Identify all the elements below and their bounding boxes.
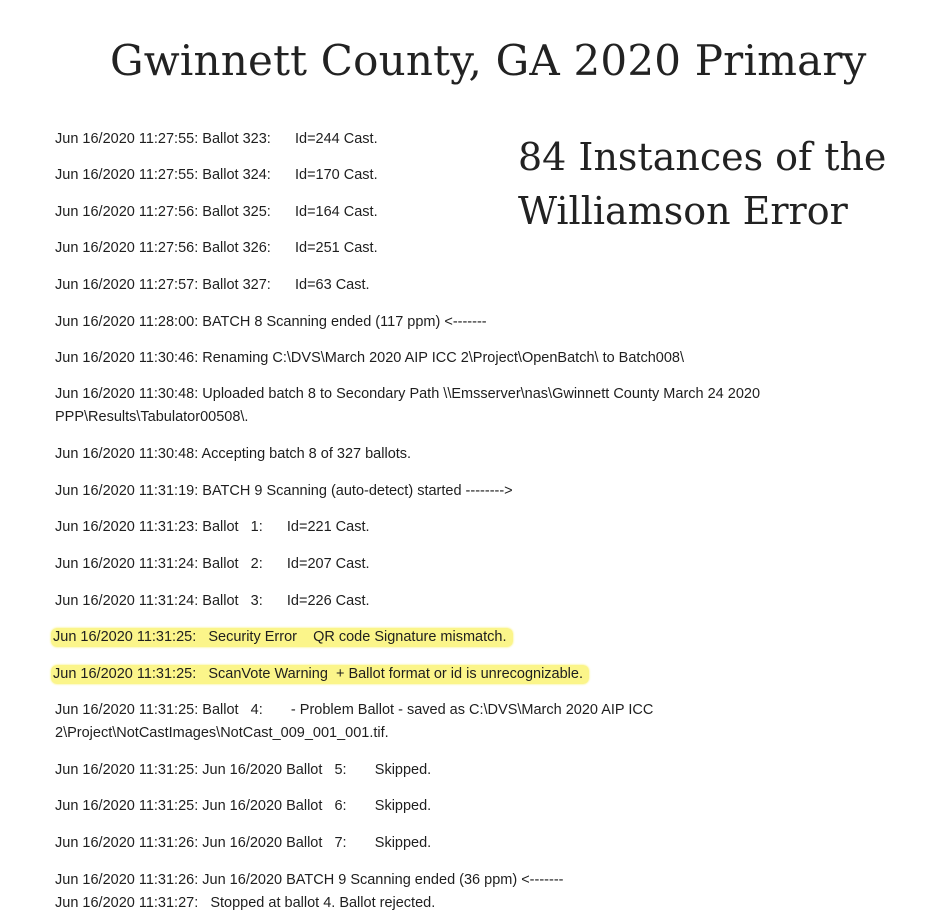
log-timestamp: Jun 16/2020 11:30:48:: [55, 446, 199, 462]
log-timestamp: Jun 16/2020 11:31:24:: [55, 593, 199, 609]
log-timestamp: Jun 16/2020 11:31:19:: [55, 483, 199, 499]
log-entry: [55, 274, 370, 296]
log-timestamp: Jun 16/2020 11:31:24:: [55, 556, 199, 572]
log-timestamp: Jun 16/2020 11:27:56:: [55, 204, 199, 220]
log-message: ScanVote Warning + Ballot format or id is unrecognizable.: [196, 666, 583, 682]
log-timestamp: Jun 16/2020 11:31:25:: [55, 762, 199, 778]
log-entry: [55, 869, 563, 891]
log-message: Ballot 3: Id=226 Cast.: [198, 593, 370, 609]
log-timestamp: Jun 16/2020 11:31:25:: [55, 798, 199, 814]
log-message: Jun 16/2020 Ballot 6: Skipped.: [198, 798, 432, 814]
log-message: Ballot 325: Id=164 Cast.: [198, 204, 378, 220]
log-timestamp: Jun 16/2020 11:30:48:: [55, 386, 199, 402]
log-message: Security Error QR code Signature mismatch.: [196, 629, 507, 645]
callout-line-1: 84 Instances of the: [518, 135, 887, 179]
highlight-marker: [51, 628, 513, 647]
page-title: Gwinnett County, GA 2020 Primary: [110, 36, 867, 85]
log-entry: [55, 480, 513, 502]
highlight-marker: [51, 665, 589, 684]
log-entry: [55, 347, 684, 369]
callout-line-2: Williamson Error: [518, 189, 848, 233]
log-timestamp: Jun 16/2020 11:31:26:: [55, 872, 199, 888]
log-message: Jun 16/2020 Ballot 5: Skipped.: [198, 762, 432, 778]
log-entry: [55, 516, 370, 538]
log-timestamp: Jun 16/2020 11:31:25:: [55, 702, 199, 718]
log-entry: [55, 164, 378, 186]
log-message: Uploaded batch 8 to Secondary Path \\Emsserver\nas\Gwinnett County March 24 2020 PPP\Results\Tabulator00508\.: [55, 386, 765, 425]
log-entry: [55, 383, 815, 429]
log-timestamp: Jun 16/2020 11:27:57:: [55, 277, 199, 293]
log-entry: [55, 832, 431, 854]
log-timestamp: Jun 16/2020 11:31:27:: [55, 895, 199, 911]
log-message: Accepting batch 8 of 327 ballots.: [198, 446, 412, 462]
log-message: Ballot 323: Id=244 Cast.: [198, 131, 378, 147]
log-timestamp: Jun 16/2020 11:27:55:: [55, 167, 199, 183]
log-timestamp: Jun 16/2020 11:31:25:: [53, 629, 197, 645]
callout-annotation: [518, 130, 886, 238]
log-timestamp: Jun 16/2020 11:27:55:: [55, 131, 199, 147]
log-timestamp: Jun 16/2020 11:31:26:: [55, 835, 199, 851]
log-entry: [55, 590, 370, 612]
log-message: Ballot 1: Id=221 Cast.: [198, 519, 370, 535]
log-entry: [55, 128, 378, 150]
log-entry-cut-off: [55, 895, 436, 914]
log-message: BATCH 8 Scanning ended (117 ppm) <-------: [198, 314, 487, 330]
log-message: Stopped at ballot 4. Ballot rejected.: [198, 895, 436, 911]
log-message: Ballot 327: Id=63 Cast.: [198, 277, 370, 293]
log-entry: [55, 553, 370, 575]
log-timestamp: Jun 16/2020 11:31:23:: [55, 519, 199, 535]
log-entry: [55, 443, 411, 465]
log-timestamp: Jun 16/2020 11:28:00:: [55, 314, 199, 330]
log-message: Ballot 4: - Problem Ballot - saved as C:\DVS\March 2020 AIP ICC 2\Project\NotCastImages\NotCast_009_001_001.tif.: [55, 702, 658, 741]
log-timestamp: Jun 16/2020 11:30:46:: [55, 350, 199, 366]
log-entry-highlighted: [55, 626, 513, 648]
log-message: Ballot 2: Id=207 Cast.: [198, 556, 370, 572]
log-entry-highlighted: [55, 663, 589, 685]
log-entry: [55, 237, 378, 259]
log-entry: [55, 311, 487, 333]
log-entry: [55, 201, 378, 223]
log-message: Jun 16/2020 BATCH 9 Scanning ended (36 ppm) <-------: [198, 872, 564, 888]
log-entry: [55, 759, 431, 781]
log-timestamp: Jun 16/2020 11:27:56:: [55, 240, 199, 256]
log-entry: [55, 795, 431, 817]
log-message: Renaming C:\DVS\March 2020 AIP ICC 2\Project\OpenBatch\ to Batch008\: [198, 350, 684, 366]
log-timestamp: Jun 16/2020 11:31:25:: [53, 666, 197, 682]
log-message: BATCH 9 Scanning (auto-detect) started -------->: [198, 483, 513, 499]
log-message: Jun 16/2020 Ballot 7: Skipped.: [198, 835, 432, 851]
log-message: Ballot 324: Id=170 Cast.: [198, 167, 378, 183]
log-entry: [55, 699, 815, 745]
log-message: Ballot 326: Id=251 Cast.: [198, 240, 378, 256]
